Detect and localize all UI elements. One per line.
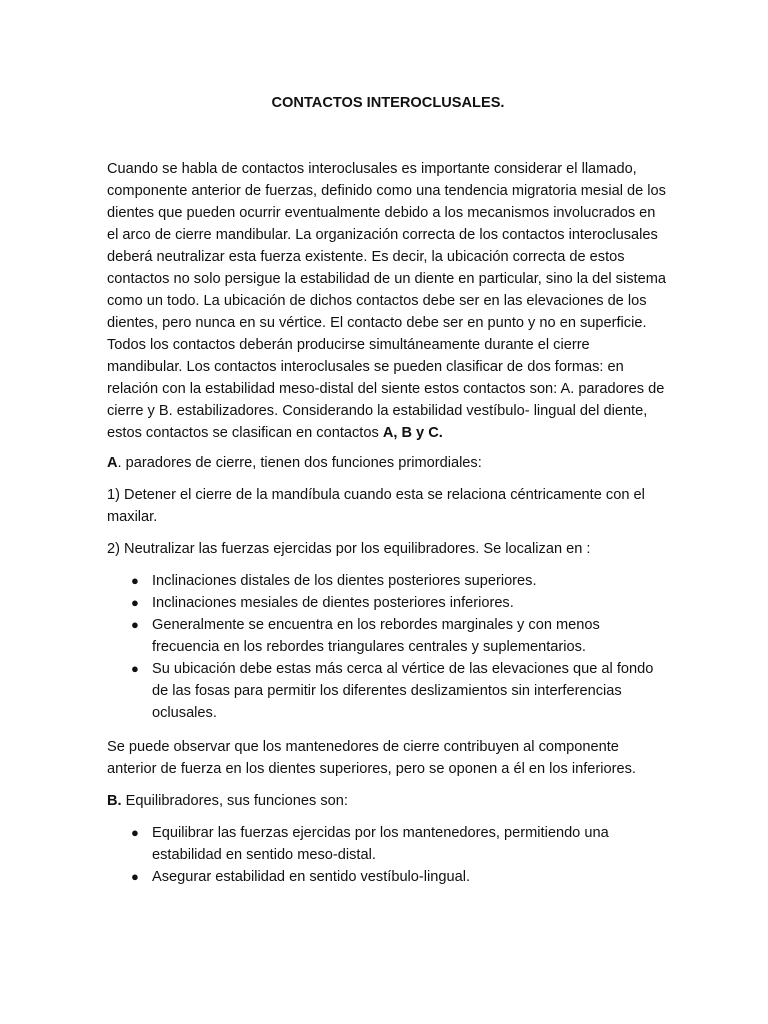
bullet-icon: ● [131,617,139,632]
list-b [107,822,667,888]
list-item [131,822,667,866]
list-item [131,570,667,592]
list-item-text: Generalmente se encuentra en los rebordes marginales y con menos frecuencia en los rebordes triangulares centrales y suplementarios. [152,617,600,655]
document-page [107,92,667,900]
bullet-icon: ● [131,573,139,588]
bullet-icon: ● [131,825,139,840]
section-b-text: Equilibradores, sus funciones son: [121,793,348,809]
section-b-heading [107,790,667,812]
intro-text: Cuando se habla de contactos interoclusales es importante considerar el llamado, componente anterior de fuerzas, definido como una tendencia migratoria mesial de los dientes que pueden ocurrir eventualmente debido a los mecanismos involucrados en el arco de cierre mandibular. La organización correcta de los contactos interoclusales deberá neutralizar esta fuerza existente. Es decir, la ubicación correcta de estos contactos no solo persigue la estabilidad de un diente en particular, sino la del sistema como un todo. La ubicación de dichos contactos debe ser en las elevaciones de los dientes, pero nunca en su vértice. El contacto debe ser en punto y no en superficie. Todos los contactos deberán producirse simultáneamente durante el cierre mandibular. Los contactos interoclusales se pueden clasificar de dos formas: en relación con la estabilidad meso-distal del siente estos contactos son: A. paradores de cierre y B. estabilizadores. Considerando la estabilidad vestíbulo- lingual del diente, estos contactos se clasifican en contactos [107,161,666,441]
page-title: CONTACTOS INTEROCLUSALES. [271,95,505,111]
list-item-text: Equilibrar las fuerzas ejercidas por los mantenedores, permitiendo una estabilidad en sentido meso-distal. [152,825,609,863]
section-a-text: . paradores de cierre, tienen dos funciones primordiales: [117,455,482,471]
list-item-text: Inclinaciones mesiales de dientes posteriores inferiores. [152,595,514,611]
list-item [131,658,667,724]
bullet-icon: ● [131,661,139,676]
section-a-heading [107,452,667,474]
intro-bold-text: A, B y C. [382,425,443,441]
function-2-paragraph: 2) Neutralizar las fuerzas ejercidas por los equilibradores. Se localizan en : [107,541,591,557]
list-item [131,866,667,888]
list-item [131,614,667,658]
observation-paragraph: Se puede observar que los mantenedores de cierre contribuyen al componente anterior de fuerza en los dientes superiores, pero se oponen a él en los inferiores. [107,739,636,777]
list-item-text: Inclinaciones distales de los dientes posteriores superiores. [152,573,537,589]
list-item-text: Asegurar estabilidad en sentido vestíbulo-lingual. [152,869,471,885]
bullet-icon: ● [131,595,139,610]
section-a-label: A [107,455,118,471]
function-1-paragraph: 1) Detener el cierre de la mandíbula cuando esta se relaciona céntricamente con el maxilar. [107,487,645,525]
section-b-label: B. [107,793,122,809]
bullet-icon: ● [131,869,139,884]
list-item-text: Su ubicación debe estas más cerca al vértice de las elevaciones que al fondo de las fosas para permitir los diferentes deslizamientos sin interferencias oclusales. [152,661,654,721]
intro-paragraph [107,158,667,444]
list-a [107,570,667,724]
list-item [131,592,667,614]
